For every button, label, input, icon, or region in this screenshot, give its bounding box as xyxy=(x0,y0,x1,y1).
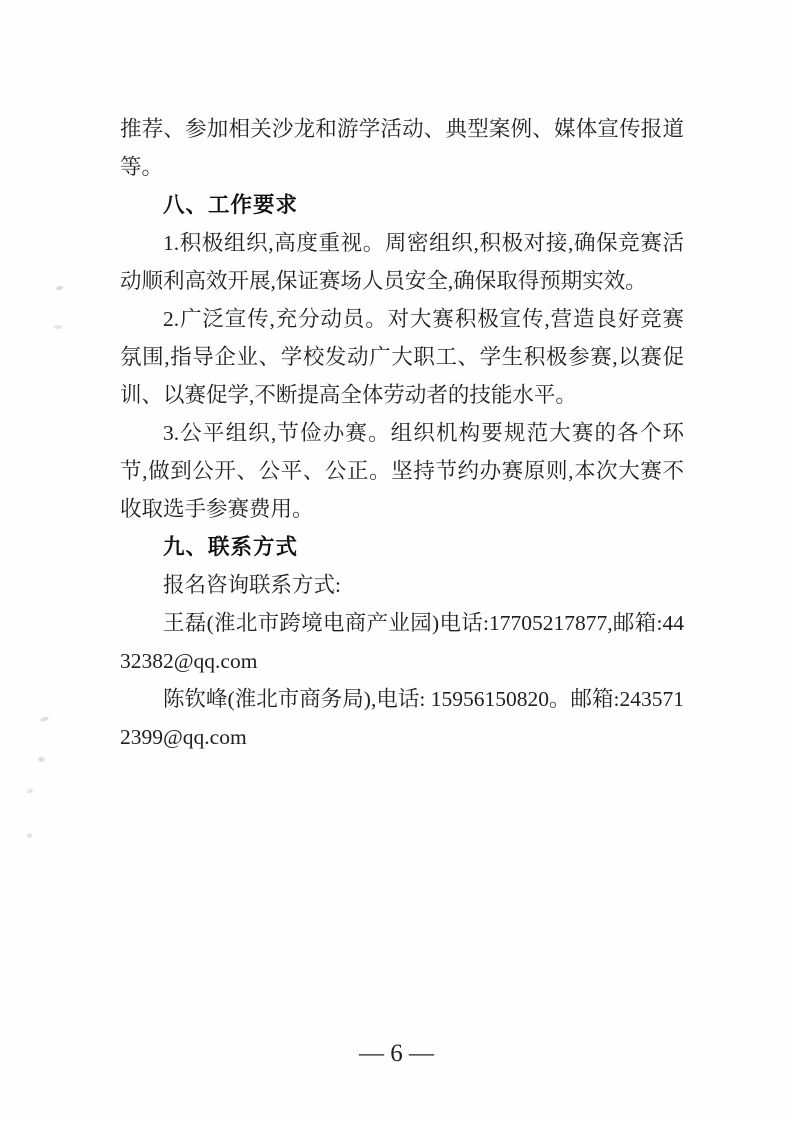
body-paragraph-item-2: 2.广泛宣传,充分动员。对大赛积极宣传,营造良好竞赛氛围,指导企业、学校发动广大职工、学生积极参赛,以赛促训、以赛促学,不断提高全体劳动者的技能水平。 xyxy=(120,307,684,407)
page-number: — 6 — xyxy=(359,1040,434,1067)
heading-work-requirements: 八、工作要求 xyxy=(163,193,299,217)
body-paragraph-item-3: 3.公平组织,节俭办赛。组织机构要规范大赛的各个环节,做到公开、公平、公正。坚持节约办赛原则,本次大赛不收取选手参赛费用。 xyxy=(120,421,684,521)
scan-artifact xyxy=(54,324,62,329)
heading-contact-info: 九、联系方式 xyxy=(163,535,299,559)
body-paragraph-item-1: 1.积极组织,高度重视。周密组织,积极对接,确保竞赛活动顺利高效开展,保证赛场人员安全,确保取得预期实效。 xyxy=(120,231,684,293)
body-paragraph-continuation: 推荐、参加相关沙龙和游学活动、典型案例、媒体宣传报道等。 xyxy=(120,117,684,179)
scan-artifact xyxy=(26,832,33,839)
document-body xyxy=(120,110,684,756)
scan-artifact xyxy=(38,756,46,762)
body-paragraph-contact-chenqinfeng: 陈钦峰(淮北市商务局),电话: 15956150820。邮箱:2435712399@qq.com xyxy=(120,687,684,749)
body-paragraph-contact-wanglei: 王磊(淮北市跨境电商产业园)电话:17705217877,邮箱:4432382@qq.com xyxy=(120,611,684,673)
scan-artifact xyxy=(26,788,33,794)
scan-artifact xyxy=(40,716,50,723)
body-paragraph-contact-intro: 报名咨询联系方式: xyxy=(163,573,341,597)
scan-artifact xyxy=(56,285,64,291)
